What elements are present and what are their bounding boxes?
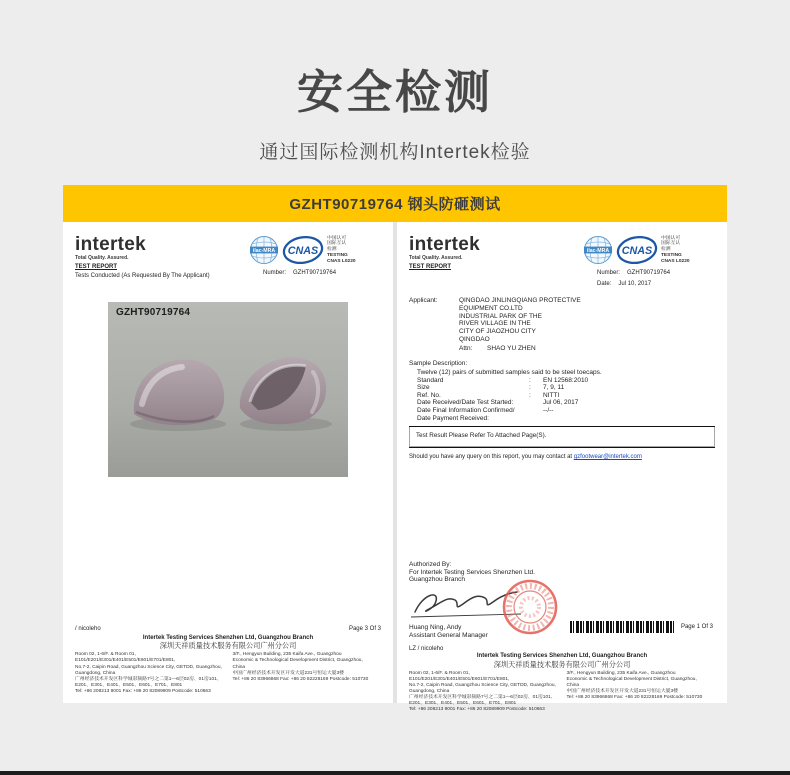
query-contact-line: Should you have any query on this report, you may contact at gzfootwear@intertek.com [409,454,642,461]
footer-address-right: 3/F., Hengyun Building, 235 Kaifa Ave., Guangzhou Economic & Technological Development District, Guangzhou, China 中国广州经济技术开发区开发大道231号恒运大厦3楼 Tel: +86 20 83966868 Fax: +86 20 82228169 Postcode: 510730 [232,652,369,682]
cnas-icon [616,235,658,265]
intertek-logo: intertek [409,234,481,255]
signer-title: Assistant General Manager [409,631,488,639]
page-number: Page 3 Of 3 [348,625,381,632]
reviewer-initials: / nicoleho [75,625,101,632]
field-row: Date Received/Date Test Started: Jul 06, 2017 [417,399,579,407]
test-report-label: TEST REPORT [75,264,118,270]
doc-footer [409,653,715,713]
sample-description-text: Twelve (12) pairs of submitted samples said to be steel toecaps. [417,368,602,376]
reviewer-initials: LZ / nicoleho [409,646,444,653]
certificate-left [63,222,393,703]
intertek-logo: intertek [75,234,147,255]
sample-photo [108,302,348,477]
cnas-accreditation-text: 中国认可 国际互认 检测 TESTING CNAS L0220 [661,235,690,264]
divider [409,447,715,448]
intertek-tagline: Total Quality. Assured. [409,255,463,261]
applicant-section [409,297,715,353]
field-row: Size : 7, 9, 11 [417,384,565,392]
doc-header [409,235,715,288]
spacer [409,461,715,561]
footer-company-cn: 深圳天祥质量技术服务有限公司广州分公司 [159,641,297,651]
footer-address-right: 3/F., Hengyun Building, 235 Kaifa Ave., Guangzhou Economic & Technological Development District, Guangzhou, China 中国广州经济技术开发区开发大道231号恒运大厦3楼 Tel: +86 20 83966868 Fax: +86 20 82228169 Postcode: 510730 [566,670,703,700]
svg-text:CNAS: CNAS [287,245,319,258]
signature-area [409,586,579,624]
applicant-address: QINGDAO JINLINGQIANG PROTECTIVE EQUIPMENT CO.LTD INDUSTRIAL PARK OF THE RIVER VILLAGE IN THE CITY OF JIAOZHOU CITY QINGDAO Attn: SHAO YU ZHEN [459,297,581,352]
authorized-by-block: Authorized By: For Intertek Testing Services Shenzhen Ltd. Guangzhou Branch [409,561,535,584]
photo-report-number-label: GZHT90719764 [116,307,191,318]
brand-block [75,235,210,280]
test-title-banner: GZHT90719764 钢头防砸测试 [63,185,727,222]
doc-header [75,235,381,280]
brand-block [409,235,480,288]
cnas-icon [282,235,324,265]
attn-row: Attn: SHAO YU ZHEN [459,344,536,352]
applicant-label: Applicant: [409,297,438,304]
sample-description-section [409,360,715,423]
accreditation-block [249,235,381,280]
field-row: Date Final Information Confirmed/ --/-- [417,406,554,414]
ilac-mra-icon [249,235,279,265]
field-row: Date Payment Received: [417,414,489,422]
test-result-note: Test Result Please Refer To Attached Page(S). [409,427,715,447]
intertek-tagline: Total Quality. Assured. [75,255,129,261]
svg-text:ilac-MRA: ilac-MRA [252,247,276,254]
doc-footer [75,625,381,695]
company-stamp-icon [501,578,559,639]
footer-address-left: Room 02, 1-6/F. & Room 01, E101/E201/E301/E401/E501/E601/E701/E801, No.7-2, Caipin Road, Guangzhou Science City, GETDD, Guangzhou, Guangdong, China 广州经济技术开发区科学城彩频路7号之二第1—6层02房、01房101、 E201、E301、E401、E501、E601、E701、E801 Tel: +86 208213 9001 Fax: +86 20 82089909 Postcode: 510663 [409,670,556,713]
field-row: Ref. No. : NITTI [417,391,560,399]
barcode-icon [570,621,674,633]
certificate-right [397,222,727,713]
signer-name: Huang Ning, Andy [409,623,462,631]
certificates-card [63,185,727,713]
accreditation-block [583,235,715,288]
report-number: Number: GZHT90719764 [263,270,337,276]
section-header [0,0,790,164]
field-row: Standard : EN 12568:2010 [417,376,589,384]
page-subtitle: 通过国际检测机构Intertek检验 [259,142,531,163]
footer-company-en: Intertek Testing Services Shenzhen Ltd, Guangzhou Branch [476,653,648,660]
ilac-mra-icon [583,235,613,265]
page-number: Page 1 Of 3 [680,624,713,630]
svg-text:CNAS: CNAS [621,245,653,258]
page-title: 安全检测 [297,66,493,118]
sample-description-title: Sample Description: [409,359,468,367]
footer-address-left: Room 02, 1-6/F. & Room 01, E101/E201/E301/E401/E501/E601/E701/E801, No.7-2, Caipin Road, Guangzhou Science City, GETDD, Guangzhou, Guangdong, China 广州经济技术开发区科学城彩频路7号之二第1—6层02房、01房101、 E201、E301、E401、E501、E601、E701、E801 Tel: +86 208213 9001 Fax: +86 20 82089909 Postcode: 510663 [75,652,222,694]
cnas-accreditation-text: 中国认可 国际互认 检测 TESTING CNAS L0220 [327,235,356,264]
report-number: Number: GZHT90719764 [597,270,671,276]
footer-company-en: Intertek Testing Services Shenzhen Ltd, Guangzhou Branch [142,634,314,641]
section-divider-bar [0,771,790,775]
tests-conducted-label: Tests Conducted (As Requested By The Applicant) [75,273,210,279]
toecaps-photo-graphic [108,302,348,477]
svg-text:ilac-MRA: ilac-MRA [586,247,610,254]
barcode-row [570,621,713,633]
footer-company-cn: 深圳天祥质量技术服务有限公司广州分公司 [493,659,631,669]
contact-email-link: gzfootwear@intertek.com [573,454,642,461]
certificates-row [63,222,727,713]
report-date: Date: Jul 10, 2017 [597,281,652,287]
test-report-label: TEST REPORT [409,264,452,270]
